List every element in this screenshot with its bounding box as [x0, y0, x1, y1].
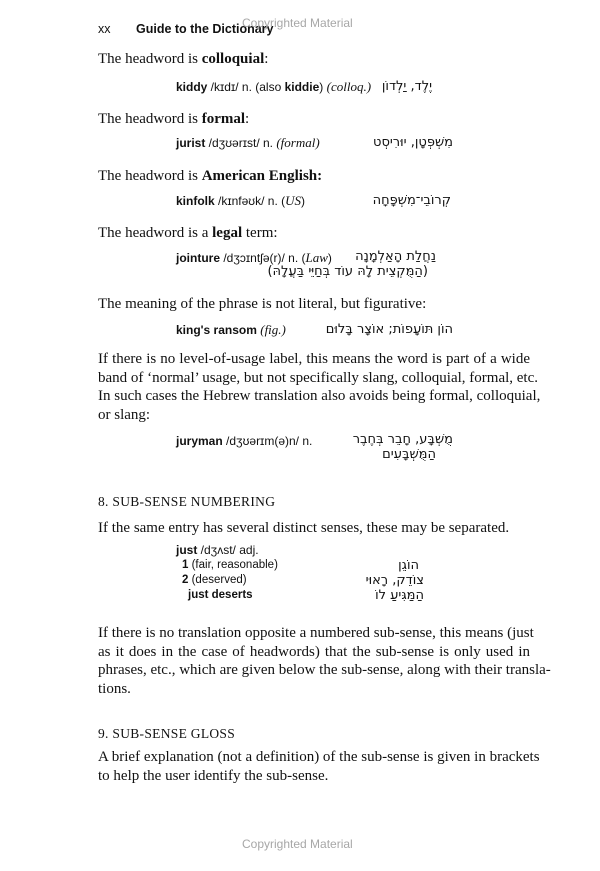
phrase-just-deserts: just deserts	[188, 589, 253, 601]
american-entry: kinfolk /kɪnfəʊk/ n. (US)	[176, 193, 306, 208]
colloquial-heading: The headword is colloquial:	[98, 51, 269, 67]
footer-watermark: Copyrighted Material	[242, 837, 353, 851]
no-label-paragraph: If there is no level-of-usage label, this means the word is part of a wide band of ‘normal’ usage, but not specifically slang, colloquial, formal, etc. In such cases the Hebrew translation also avoids being formal, colloquial, or slang:	[98, 351, 541, 423]
figurative-hebrew: הוֹן תּוֹעָפוֹת; אוֹצָר בָּלוּם	[325, 322, 453, 337]
juryman-hebrew-line-2: הַמֻּשְׁבָּעִים	[382, 447, 436, 462]
juryman-hebrew-line-1: מֻשְׁבָּע, חָבֵר בְּחֶבֶר	[352, 432, 453, 447]
figurative-entry: king's ransom (fig.)	[176, 322, 286, 337]
sub-sense-2: 2 (deserved)	[182, 574, 247, 586]
header-watermark: Copyrighted Material	[242, 16, 353, 30]
formal-entry: jurist /dʒʊərɪst/ n. (formal)	[176, 135, 320, 150]
running-title: Guide to the Dictionary	[135, 22, 274, 36]
colloquial-hebrew: יֶלֶד, יַלְדוֹן	[381, 79, 432, 94]
juryman-entry: juryman /dʒʊərɪm(ə)n/ n.	[176, 434, 313, 448]
page-number: xx	[98, 22, 111, 36]
section-8-title: 8. SUB-SENSE NUMBERING	[98, 494, 276, 509]
sub-sense-1: 1 (fair, reasonable)	[182, 559, 278, 571]
legal-hebrew-line-1: נַחֲלַת הָאַלְמָנָה	[355, 249, 436, 264]
formal-heading: The headword is formal:	[98, 111, 250, 127]
legal-entry: jointure /dʒɔɪntʃə(r)/ n. (Law)	[176, 250, 332, 265]
formal-hebrew: מִשְׁפְּטָן, יוּרִיסְט	[373, 135, 453, 150]
phrase-just-deserts-hebrew: הַמַּגִּיעַ לוֹ	[375, 588, 424, 603]
american-hebrew: קְרוֹבֵי־מִשְׁפָּחָה	[372, 193, 451, 208]
figurative-heading: The meaning of the phrase is not literal, but figurative:	[98, 296, 427, 312]
sub-sense-2-hebrew: צוֹדֵק, רָאוּי	[365, 573, 424, 588]
section-8-paragraph: If there is no translation opposite a numbered sub-sense, this means (just as it does in the case of headwords) that the sub-sense is only used in phrases, etc., which are given below the sub-sense, along with their transla- tions.	[98, 625, 551, 697]
section-8-intro: If the same entry has several distinct senses, these may be separated.	[98, 520, 510, 536]
american-heading: The headword is American English:	[98, 168, 323, 184]
just-entry: just /dʒʌst/ adj.	[176, 543, 259, 557]
legal-hebrew-line-2: (הַמֻּקְצֵית לָהּ עוֹד בְּחַיֵּי בַּעֲלָהּ)	[267, 264, 428, 279]
colloquial-entry: kiddy /kɪdɪ/ n. (also kiddie) (colloq.)	[176, 79, 372, 94]
section-9-paragraph: A brief explanation (not a definition) of the sub-sense is given in brackets to help the user identify the sub-sense.	[98, 749, 540, 784]
legal-heading: The headword is a legal term:	[98, 225, 278, 241]
section-9-title: 9. SUB-SENSE GLOSS	[98, 726, 236, 741]
sub-sense-1-hebrew: הוֹגֵן	[398, 558, 419, 573]
